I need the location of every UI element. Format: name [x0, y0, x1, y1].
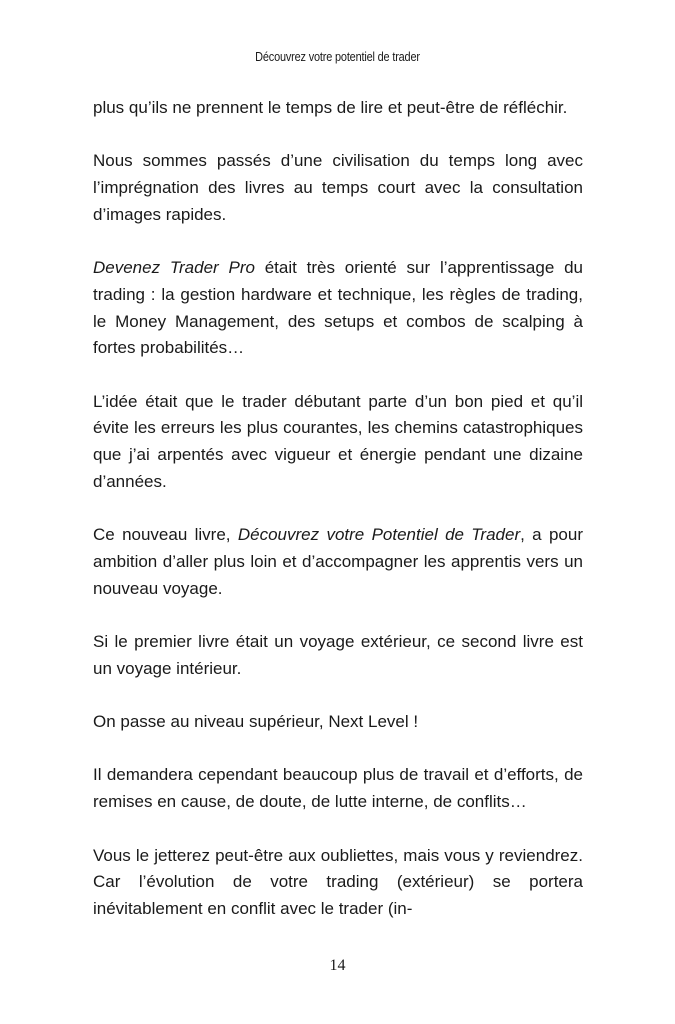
book-title-decouvrez-votre-potentiel: Découvrez votre Potentiel de Trader [237, 525, 521, 545]
paragraph-6: Si le premier livre était un voyage extérieur, ce second livre est un voyage intérieur. [93, 631, 583, 678]
body-text [93, 95, 583, 923]
paragraph-4: L’idée était que le trader débutant parte d’un bon pied et qu’il évite les erreurs les plus courantes, les chemins catastrophiques que j’ai arpentés avec vigueur et énergie pendant une dizaine d’années. [93, 391, 583, 491]
paragraph-1: plus qu’ils ne prennent le temps de lire et peut-être de réfléchir. [93, 98, 568, 117]
paragraph-2: Nous sommes passés d’une civilisation du temps long avec l’imprégnation des livres au temps court avec la consultation d’images rapides. [93, 151, 583, 224]
paragraph-9: Vous le jetterez peut-être aux oubliettes, mais vous y reviendrez. Car l’évolution de votre trading (extérieur) se portera inévitablement en conflit avec le trader (in- [93, 845, 583, 918]
paragraph-5-before: Ce nouveau livre, [93, 525, 238, 545]
page-number: 14 [329, 957, 346, 974]
paragraph-3 [93, 255, 583, 362]
paragraph-5 [93, 522, 583, 602]
paragraph-3-text: était très orienté sur l’apprentissage du trading : la gestion hardware et technique, les règles de trading, le Money Management, des setups et combos de scalping à fortes probabilités… [93, 258, 583, 358]
book-title-devenez-trader-pro: Devenez Trader Pro [93, 258, 255, 278]
paragraph-7: On passe au niveau supérieur, Next Level ! [93, 712, 419, 732]
paragraph-8: Il demandera cependant beaucoup plus de travail et d’efforts, de remises en cause, de doute, de lutte interne, de conflits… [93, 765, 583, 812]
running-header: Découvrez votre potentiel de trader [255, 49, 420, 64]
paragraph-5-after: , a pour ambition d’aller plus loin et d’accompagner les apprentis vers un nouveau voyage. [93, 525, 583, 598]
